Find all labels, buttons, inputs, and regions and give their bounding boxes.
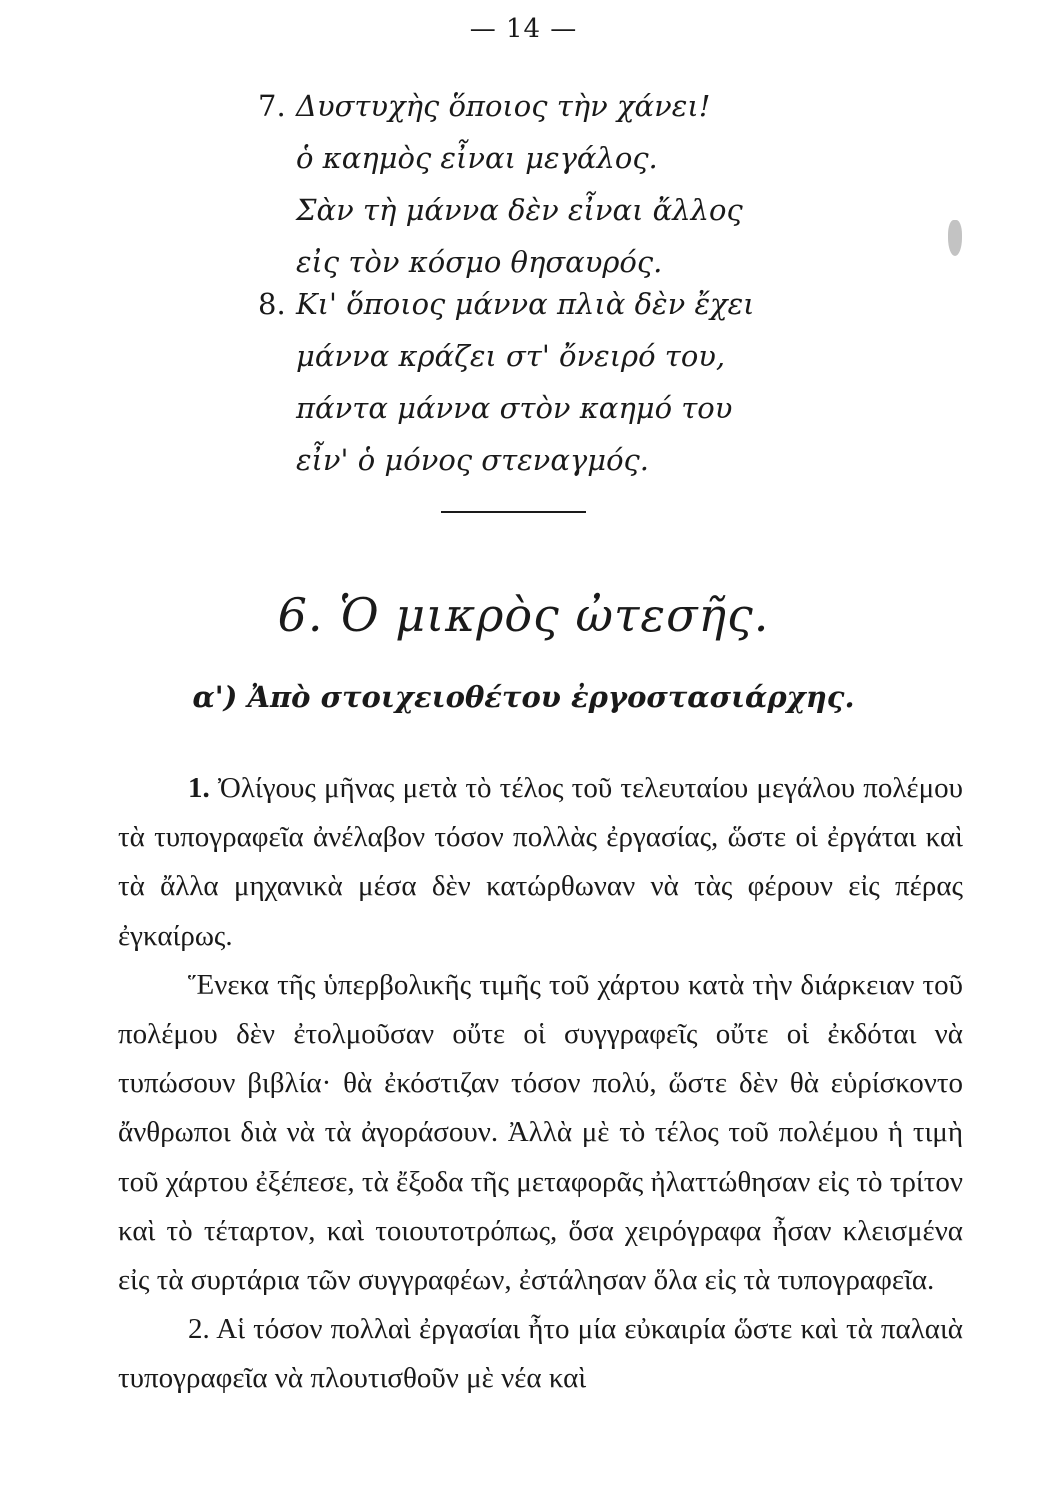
paragraph-number: 1. [188,772,210,804]
stanza-line: εἰς τὸν κόσμο θησαυρός. [296,245,663,279]
prose-body [118,764,963,1404]
stanza-line: Σὰν τὴ μάννα δὲν εἶναι ἄλλος [296,193,743,227]
paragraph-text: Ὀλίγους μῆνας μετὰ τὸ τέλος τοῦ τελευταίου μεγάλου πολέμου τὰ τυπογραφεῖα ἀνέλαβον τόσον πολλὰς ἐργασίας, ὥστε οἱ ἐργάται καὶ τὰ ἄλλα μηχανικὰ μέσα δὲν κατώρθωναν νὰ τὰς φέρουν εἰς πέρας ἐγκαίρως. [118,772,964,952]
stanza-line: πάντα μάννα στὸν καημό του [296,391,733,425]
paragraph-text: Αἱ τόσον πολλαὶ ἐργασίαι ἦτο μία εὐκαιρία ὥστε καὶ τὰ παλαιὰ τυπογραφεῖα νὰ πλουτισθοῦν μὲ νέα καὶ [118,1313,964,1395]
stanza-text: Κι' ὅποιος μάννα πλιὰ δὲν ἔχει [296,287,755,321]
section-subtitle: α') Ἀπὸ στοιχειοθέτου ἐργοστασιάρχης. [192,680,855,714]
stanza-line [258,80,743,132]
stanza-number: 7. [258,89,286,123]
stanza-line: εἶν' ὁ μόνος στεναγμός. [296,443,649,477]
chapter-title: 6. Ὁ μικρὸς ὠτεσῆς. [277,588,770,642]
ink-speck [948,220,962,256]
stanza-8 [258,278,755,486]
stanza-number: 8. [258,287,286,321]
paragraph-1 [118,764,963,961]
stanza-line [258,278,755,330]
paragraph-continued [118,961,963,1305]
paragraph-number: 2. [188,1313,210,1346]
stanza-line: ὁ καημὸς εἶναι μεγάλος. [296,141,658,175]
page-number: — 14 — [469,14,578,44]
section-divider [441,511,586,513]
paragraph-text: Ἕνεκα τῆς ὑπερβολικῆς τιμῆς τοῦ χάρτου κατὰ τὴν διάρκειαν τοῦ πολέμου δὲν ἐτολμοῦσαν οὔτε οἱ συγγραφεῖς οὔτε οἱ ἐκδόται νὰ τυπώσουν βιβλία· θὰ ἐκόστιζαν τόσον πολύ, ὥστε δὲν θὰ εὑρίσκοντο ἄνθρωποι διὰ νὰ τὰ ἀγοράσουν. Ἀλλὰ μὲ τὸ τέλος τοῦ πολέμου ἡ τιμὴ τοῦ χάρτου ἐξέπεσε, τὰ ἔξοδα τῆς μεταφορᾶς ἠλαττώθησαν εἰς τὸ τρίτον καὶ τὸ τέταρτον, καὶ τοιουτοτρόπως, ὅσα χειρόγραφα ἦσαν κλεισμένα εἰς τὰ συρτάρια τῶν συγγραφέων, ἐστάλησαν ὅλα εἰς τὰ τυπογραφεῖα. [118,968,963,1297]
paragraph-2 [118,1305,963,1403]
stanza-line: μάννα κράζει στ' ὄνειρό του, [296,339,726,373]
stanza-text: Δυστυχὴς ὅποιος τὴν χάνει! [296,89,711,123]
stanza-7 [258,80,743,288]
